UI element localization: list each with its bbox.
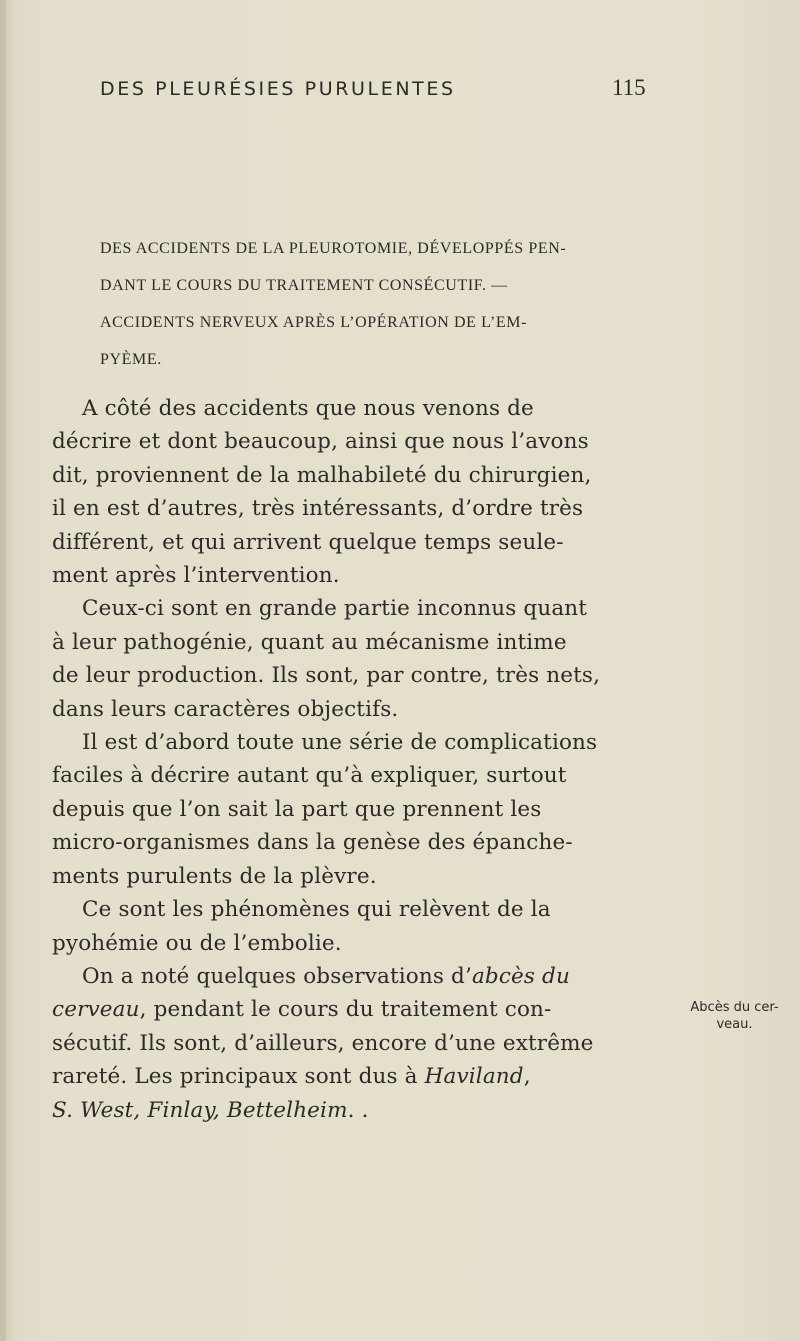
text-line (52, 1060, 662, 1093)
text-run: rareté. Les principaux sont dus à (52, 1064, 425, 1090)
margin-note-line: veau. (716, 1017, 753, 1032)
text-line (52, 993, 662, 1026)
italic-run: S. West, Finlay, Bettelheim (52, 1097, 348, 1123)
text-run: . . (347, 1097, 369, 1123)
text-line (52, 1094, 662, 1127)
text-line: Il est d’abord toute une série de complications (82, 730, 598, 756)
text-line: différent, et qui arrivent quelque temps seule- (52, 529, 564, 555)
margin-note-line: Abcès du cer- (690, 1000, 779, 1015)
page-number: 115 (612, 75, 646, 100)
text-line: pyohémie ou de l’embolie. (52, 930, 342, 956)
italic-run: cerveau (52, 997, 140, 1023)
heading-line: DES ACCIDENTS DE LA PLEUROTOMIE, DÉVELOPPÉS PEN- (100, 240, 567, 257)
text-line: ments purulents de la plèvre. (52, 863, 377, 889)
text-line: Ce sont les phénomènes qui relèvent de la (82, 897, 551, 923)
margin-note (677, 999, 792, 1033)
body-text (52, 392, 662, 1127)
text-run: On a noté quelques observations d’ (82, 963, 472, 989)
italic-run: Haviland (424, 1064, 524, 1090)
text-line: de leur production. Ils sont, par contre, très nets, (52, 663, 601, 689)
text-line: faciles à décrire autant qu’à expliquer, surtout (52, 763, 567, 789)
italic-run: abcès du (471, 963, 570, 989)
heading-line: ACCIDENTS NERVEUX APRÈS L’OPÉRATION DE L’EM- (100, 314, 528, 331)
text-line: dit, proviennent de la malhabileté du chirurgien, (52, 462, 592, 488)
text-line: Ceux-ci sont en grande partie inconnus quant (82, 596, 588, 622)
text-line: micro-organismes dans la genèse des épanche- (52, 830, 573, 856)
page-edge-shadow (0, 0, 6, 1341)
text-line: il en est d’autres, très intéressants, d’ordre très (52, 496, 584, 522)
text-line (52, 960, 662, 993)
text-line: sécutif. Ils sont, d’ailleurs, encore d’une extrême (52, 1030, 594, 1056)
text-line: ment après l’intervention. (52, 563, 340, 589)
text-line: dans leurs caractères objectifs. (52, 696, 399, 722)
text-line: depuis que l’on sait la part que prennent les (52, 796, 542, 822)
running-head: DES PLEURÉSIES PURULENTES (100, 78, 456, 100)
text-line: A côté des accidents que nous venons de (82, 396, 534, 421)
text-run: , pendant le cours du traitement con- (139, 997, 552, 1023)
section-heading (100, 230, 660, 378)
text-line: à leur pathogénie, quant au mécanisme intime (52, 629, 567, 655)
heading-line: PYÈME. (100, 351, 162, 368)
heading-line: DANT LE COURS DU TRAITEMENT CONSÉCUTIF. — (100, 277, 508, 294)
text-line: décrire et dont beaucoup, ainsi que nous l’avons (52, 429, 589, 455)
text-run: , (523, 1064, 531, 1090)
